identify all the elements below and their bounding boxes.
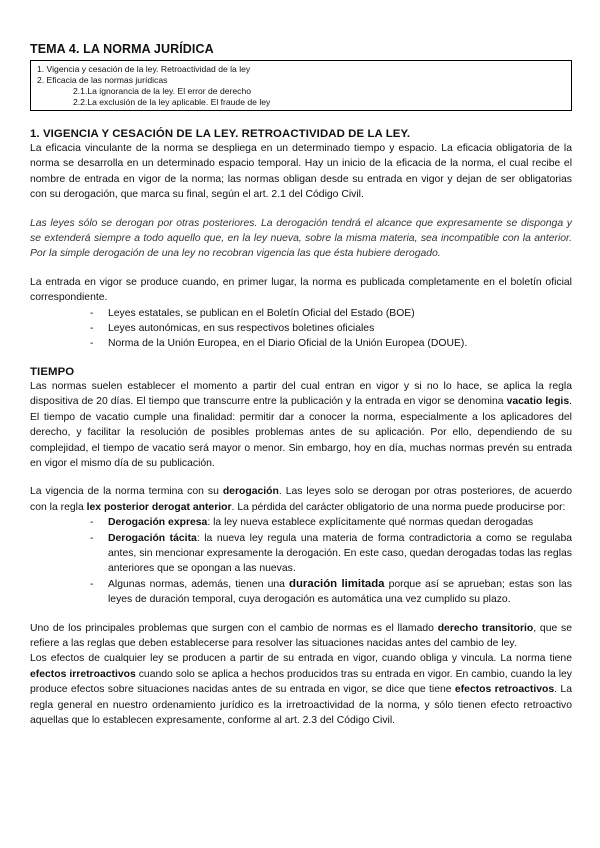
table-of-contents xyxy=(30,60,572,111)
section-heading: 1. VIGENCIA Y CESACIÓN DE LA LEY. RETROACTIVIDAD DE LA LEY. xyxy=(30,128,411,140)
toc-subitem: 2.1.La ignorancia de la ley. El error de derecho xyxy=(73,86,252,96)
derogation-list xyxy=(30,515,572,607)
paragraph: Uno de los principales problemas que surgen con el cambio de normas es el llamado derecho transitorio, que se refiere a las reglas que deben establecerse para resolver las situaciones nacidas antes del cambio de ley. xyxy=(30,622,572,649)
bold-term: derecho transitorio xyxy=(437,622,534,634)
bold-term: efectos retroactivos xyxy=(454,684,555,696)
document-title: TEMA 4. LA NORMA JURÍDICA xyxy=(30,42,214,56)
list-item: - Leyes estatales, se publican en el Boletín Oficial del Estado (BOE) xyxy=(90,306,572,321)
bold-term: vacatio legis xyxy=(506,396,570,408)
toc-item: 1. Vigencia y cesación de la ley. Retroactividad de la ley xyxy=(37,64,251,74)
list-item: - Norma de la Unión Europea, en el Diario Oficial de la Unión Europea (DOUE). xyxy=(90,336,572,351)
paragraph: La vigencia de la norma termina con su derogación. Las leyes solo se derogan por otras posteriores, de acuerdo con la regla lex posterior derogat anterior. La pérdida del carácter obligatorio de una norma puede producirse por: xyxy=(30,486,573,513)
quote-paragraph: Las leyes sólo se derogan por otras posteriores. La derogación tendrá el alcance que expresamente se disponga y se extenderá siempre a todo aquello que, en la ley nueva, sobre la misma materia, sea incompatible con la anterior. Por la simple derogación de una ley no recobran vigencia las que ésta hubiere derogado. xyxy=(30,217,572,260)
paragraph: La eficacia vinculante de la norma se despliega en un determinado tiempo y espacio. La eficacia obligatoria de la norma se desarrolla en un determinado espacio temporal. Hay un inicio de la eficacia de la norma, el cual recibe el nombre de entrada en vigor de la norma; las normas obligan desde su entrada en vigor y dejan de ser obligatorias con su derogación, que marca su final, según el art. 2.1 del Código Civil. xyxy=(30,143,572,201)
bold-term: lex posterior derogat anterior xyxy=(86,501,232,513)
bold-term: derogación xyxy=(222,486,279,498)
bold-term: efectos irretroactivos xyxy=(30,668,136,680)
list-item: - Derogación expresa: la ley nueva establece explícitamente qué normas quedan derogadas xyxy=(90,515,572,530)
toc-subitem: 2.2.La exclusión de la ley aplicable. El fraude de ley xyxy=(73,97,271,107)
toc-item: 2. Eficacia de las normas jurídicas xyxy=(37,75,168,85)
paragraph: Las normas suelen establecer el momento a partir del cual entran en vigor y si no lo hace, se aplica la regla dispositiva de 20 días. El tiempo que transcurre entre la publicación y la entrada en vigor se denomina vacatio legis. El tiempo de vacatio cumple una finalidad: permitir dar a conocer la norma, especialmente a los aplicadores del derecho, y facilitar la resolución de posibles problemas antes de su aplicación. Por ello, dependiendo de su complejidad, el tiempo de vacatio será mayor o menor. Sin embargo, hoy en día, muchas normas prevén su entrada en vigor el mismo día de su publicación. xyxy=(30,380,572,469)
document-page xyxy=(30,42,572,728)
paragraph: La entrada en vigor se produce cuando, en primer lugar, la norma es publicada completamente en el boletín oficial correspondiente. xyxy=(30,276,572,304)
section-heading: TIEMPO xyxy=(30,365,75,378)
list-item: - Derogación tácita: la nueva ley regula una materia de forma contradictoria a como se regulaba antes, sin mencionar expresamente la derogación. En este caso, quedan derogadas todas las reglas anteriores que se opongan a las nuevas. xyxy=(90,531,572,577)
publication-list xyxy=(30,306,572,352)
list-item: - Leyes autonómicas, en sus respectivos boletines oficiales xyxy=(90,321,572,336)
list-item: - Algunas normas, además, tienen una duración limitada porque así se aprueban; estas son las leyes de duración temporal, cuya derogación es automática una vez cumplido su plazo. xyxy=(90,577,572,608)
paragraph: Los efectos de cualquier ley se producen a partir de su entrada en vigor, cuando obliga y vincula. La norma tiene efectos irretroactivos cuando solo se aplica a hechos producidos tras su entrada en vigor. En cambio, cuando la ley produce efectos sobre situaciones nacidas antes de su entrada en vigor, se dice que tiene efectos retroactivos. La regla general en nuestro ordenamiento jurídico es la irretroactividad de la norma, y sólo tienen efecto retroactivo aquellas que lo establecen expresamente, conforme al art. 2.3 del Código Civil. xyxy=(30,653,572,726)
